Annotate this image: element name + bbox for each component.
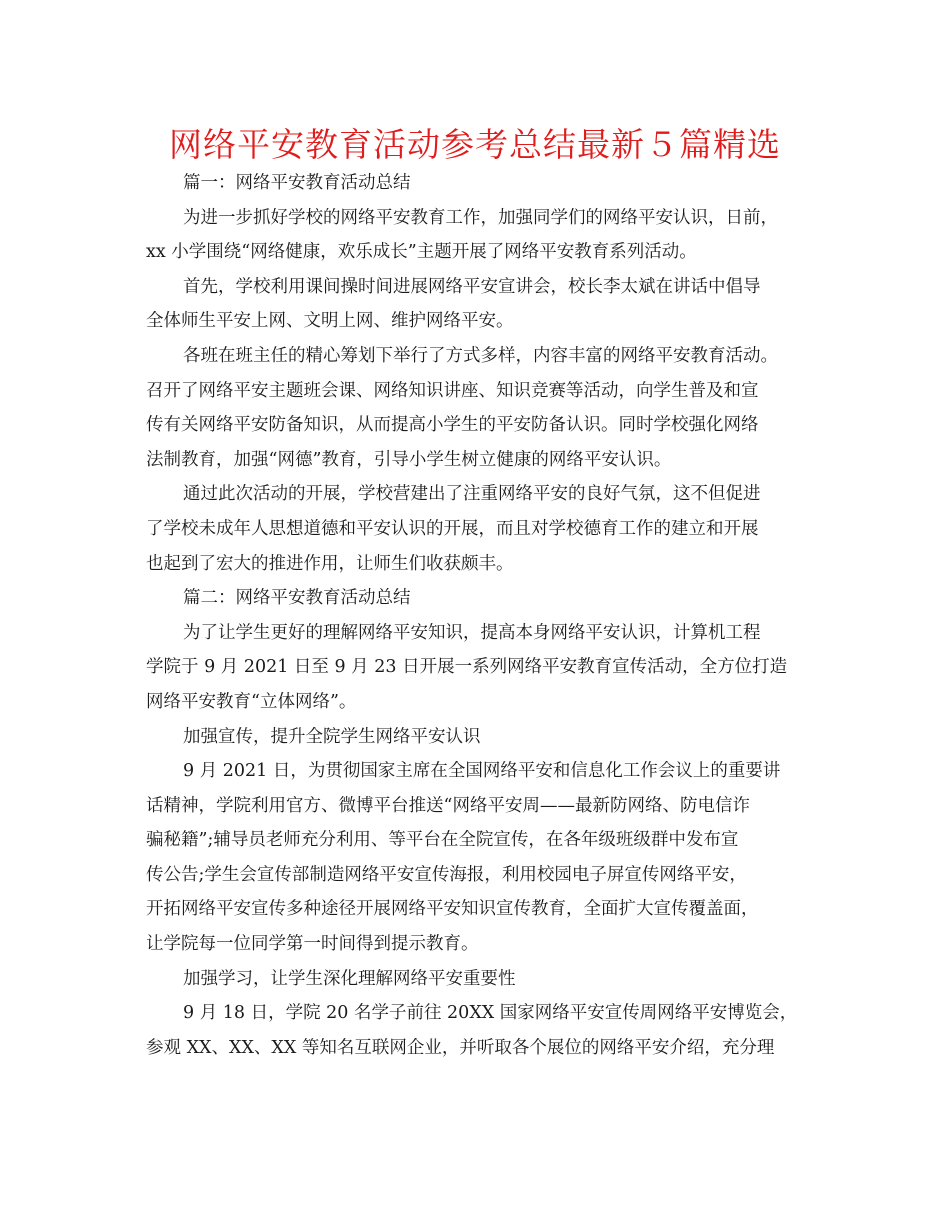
- text-line: 参观 XX、XX、XX 等知名互联网企业，并听取各个展位的网络平安介绍，充分理: [146, 1037, 775, 1058]
- text-line: 话精神，学院利用官方、微博平台推送“网络平安周——最新防网络、防电信诈: [146, 795, 750, 816]
- text-line: 9 月 18 日，学院 20 名学子前往 20XX 国家网络平安宣传周网络平安博览会，: [183, 1003, 798, 1024]
- text-line: 网络平安教育“立体网络”。: [146, 691, 357, 712]
- text-line: 全体师生平安上网、文明上网、维护网络平安。: [146, 311, 514, 332]
- text-line: xx 小学围绕“网络健康，欢乐成长”主题开展了网络平安教育系列活动。: [146, 242, 697, 263]
- text-line: 传有关网络平安防备知识，从而提高小学生的平安防备认识。同时学校强化网络: [146, 415, 759, 436]
- text-line: 也起到了宏大的推进作用，让师生们收获颇丰。: [146, 553, 514, 574]
- text-line: 让学院每一位同学第一时间得到提示教育。: [146, 934, 479, 955]
- text-line: 9 月 2021 日，为贯彻国家主席在全国网络平安和信息化工作会议上的重要讲: [183, 761, 781, 782]
- text-line: 为进一步抓好学校的网络平安教育工作，加强同学们的网络平安认识，日前，: [183, 207, 778, 228]
- text-line: 开拓网络平安宣传多种途径开展网络平安知识宣传教育，全面扩大宣传覆盖面，: [146, 899, 759, 920]
- text-line: 骗秘籍”;辅导员老师充分利用、等平台在全院宣传，在各年级班级群中发布宣: [146, 830, 739, 851]
- text-line: 法制教育，加强“网德”教育，引导小学生树立健康的网络平安认识。: [146, 449, 672, 470]
- text-line: 传公告;学生会宣传部制造网络平安宣传海报，利用校园电子屏宣传网络平安，: [146, 864, 747, 885]
- text-line: 通过此次活动的开展，学校营建出了注重网络平安的良好气氛，这不但促进: [183, 484, 761, 505]
- text-line: 学院于 9 月 2021 日至 9 月 23 日开展一系列网络平安教育宣传活动，全方位打造: [146, 657, 788, 678]
- document-body: [146, 166, 806, 1065]
- text-line: 各班在班主任的精心筹划下举行了方式多样，内容丰富的网络平安教育活动。: [183, 345, 778, 366]
- document-title: 网络平安教育活动参考总结最新５篇精选: [169, 125, 781, 164]
- text-line: 为了让学生更好的理解网络平安知识，提高本身网络平安认识，计算机工程: [183, 622, 761, 643]
- text-line: 首先，学校利用课间操时间进展网络平安宣讲会，校长李太斌在讲话中倡导: [183, 276, 761, 297]
- text-line: 篇一：网络平安教育活动总结: [183, 173, 411, 193]
- text-line: 加强学习，让学生深化理解网络平安重要性: [183, 968, 516, 989]
- text-line: 了学校未成年人思想道德和平安认识的开展，而且对学校德育工作的建立和开展: [146, 518, 759, 539]
- text-line: 召开了网络平安主题班会课、网络知识讲座、知识竞赛等活动，向学生普及和宣: [146, 380, 759, 401]
- text-line: 篇二：网络平安教育活动总结: [183, 588, 411, 609]
- text-line: 加强宣传，提升全院学生网络平安认识: [183, 726, 481, 747]
